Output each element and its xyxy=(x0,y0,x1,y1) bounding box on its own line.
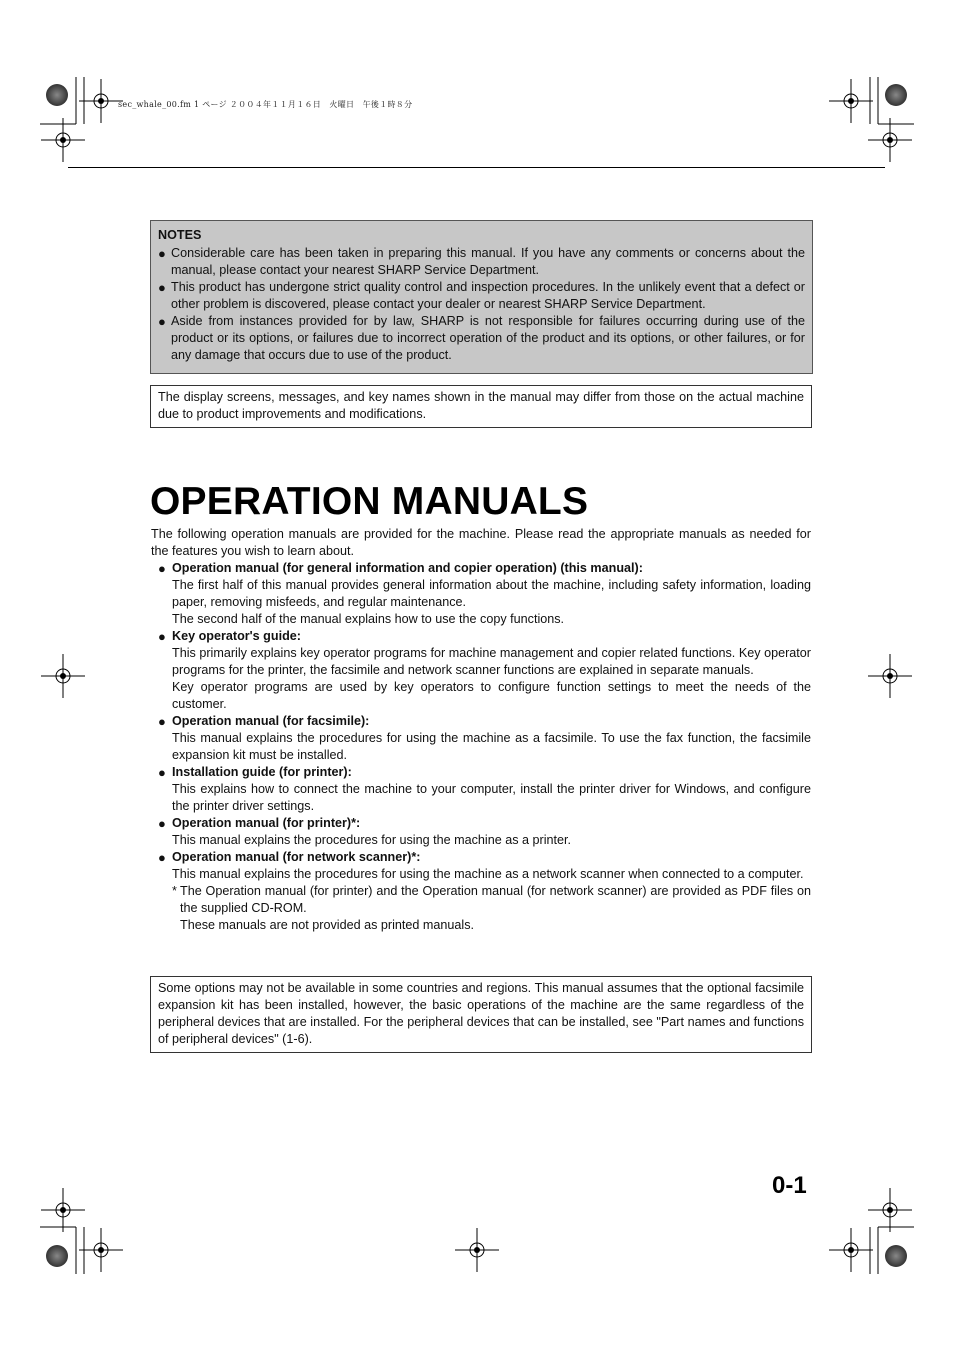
registration-disc-icon xyxy=(46,84,68,106)
note-item xyxy=(158,279,805,313)
bullet-icon: ● xyxy=(158,765,166,780)
manual-title: Key operator's guide: xyxy=(172,629,301,643)
footnote xyxy=(158,883,811,934)
registration-target-icon xyxy=(868,654,912,698)
bullet-icon: ● xyxy=(158,816,166,831)
registration-target-icon xyxy=(41,1188,85,1232)
note-text: This product has undergone strict quality control and inspection procedures. In the unlikely event that a defect or other problem is discovered, please contact your dealer or nearest SHARP Service Department. xyxy=(171,280,805,311)
manual-description: This manual explains the procedures for using the machine as a network scanner when connected to a computer. xyxy=(172,867,804,881)
bullet-icon: ● xyxy=(158,561,166,576)
footnote-asterisk: * xyxy=(172,884,177,898)
footnote-text: The Operation manual (for printer) and the Operation manual (for network scanner) are provided as PDF files on the supplied CD-ROM. xyxy=(180,884,811,915)
manual-description: This primarily explains key operator programs for machine management and copier related functions. Key operator programs for the printer, the facsimile and network scanner functions are explained in separate manuals. xyxy=(172,646,811,677)
footnote-text: These manuals are not provided as printed manuals. xyxy=(180,918,475,932)
note-text: Aside from instances provided for by law, SHARP is not responsible for failures occurring during use of the product or its options, or failures due to incorrect operation of the product and its options, or other failures, or for any damage that occurs due to use of the product. xyxy=(171,314,805,362)
header-divider xyxy=(68,167,885,168)
registration-disc-icon xyxy=(46,1245,68,1267)
list-item xyxy=(158,849,811,883)
list-item xyxy=(158,764,811,815)
intro-paragraph: The following operation manuals are provided for the machine. Please read the appropriate manuals as needed for the features you wish to learn about. xyxy=(151,527,811,558)
registration-target-icon xyxy=(868,1188,912,1232)
registration-target-icon xyxy=(868,118,912,162)
note-item xyxy=(158,245,805,279)
manual-title: Operation manual (for general information and copier operation) (this manual): xyxy=(172,561,643,575)
bullet-icon: ● xyxy=(158,629,166,644)
note-item xyxy=(158,313,805,364)
list-item xyxy=(158,713,811,764)
registration-target-icon xyxy=(41,118,85,162)
note-text: Considerable care has been taken in preparing this manual. If you have any comments or concerns about the manual, please contact your nearest SHARP Service Department. xyxy=(171,246,805,277)
list-item xyxy=(158,628,811,713)
notes-box xyxy=(150,220,813,374)
registration-target-icon xyxy=(455,1228,499,1272)
manual-description: The first half of this manual provides general information about the machine, including safety information, loading paper, removing misfeeds, and regular maintenance. xyxy=(172,578,811,609)
registration-target-icon xyxy=(41,654,85,698)
manual-description: Key operator programs are used by key operators to configure function settings to meet the needs of the customer. xyxy=(172,680,811,711)
manual-description: The second half of the manual explains how to use the copy functions. xyxy=(172,612,565,626)
manual-title: Operation manual (for printer)*: xyxy=(172,816,361,830)
registration-target-icon xyxy=(829,79,873,123)
bullet-icon: ● xyxy=(158,246,166,261)
manual-list xyxy=(158,560,811,934)
registration-target-icon xyxy=(829,1228,873,1272)
list-item xyxy=(158,560,811,628)
manual-description: This manual explains the procedures for using the machine as a printer. xyxy=(172,833,572,847)
file-info-header: sec_whale_00.fm 1 ページ ２００４年１１月１６日 火曜日 午後１時８分 xyxy=(118,100,413,109)
display-note-box: The display screens, messages, and key names shown in the manual may differ from those on the actual machine due to product improvements and modifications. xyxy=(150,385,812,428)
bullet-icon: ● xyxy=(158,280,166,295)
notes-title: NOTES xyxy=(158,228,202,242)
registration-target-icon xyxy=(79,79,123,123)
registration-target-icon xyxy=(79,1228,123,1272)
list-item xyxy=(158,815,811,849)
options-note-box: Some options may not be available in some countries and regions. This manual assumes that the optional facsimile expansion kit has been installed, however, the basic operations of the machine are the same regardless of the peripheral devices that are installed. For the peripheral devices that can be installed, see "Part names and functions of peripheral devices" (1-6). xyxy=(150,976,812,1053)
page-number: 0-1 xyxy=(772,1172,807,1199)
bullet-icon: ● xyxy=(158,850,166,865)
bullet-icon: ● xyxy=(158,314,166,329)
manual-description: This explains how to connect the machine to your computer, install the printer driver for Windows, and configure the printer driver settings. xyxy=(172,782,811,813)
page-title: OPERATION MANUALS xyxy=(150,480,589,523)
registration-disc-icon xyxy=(885,84,907,106)
bullet-icon: ● xyxy=(158,714,166,729)
manual-description: This manual explains the procedures for using the machine as a facsimile. To use the fax function, the facsimile expansion kit must be installed. xyxy=(172,731,811,762)
manual-title: Operation manual (for facsimile): xyxy=(172,714,370,728)
manual-title: Operation manual (for network scanner)*: xyxy=(172,850,421,864)
registration-disc-icon xyxy=(885,1245,907,1267)
manual-title: Installation guide (for printer): xyxy=(172,765,352,779)
